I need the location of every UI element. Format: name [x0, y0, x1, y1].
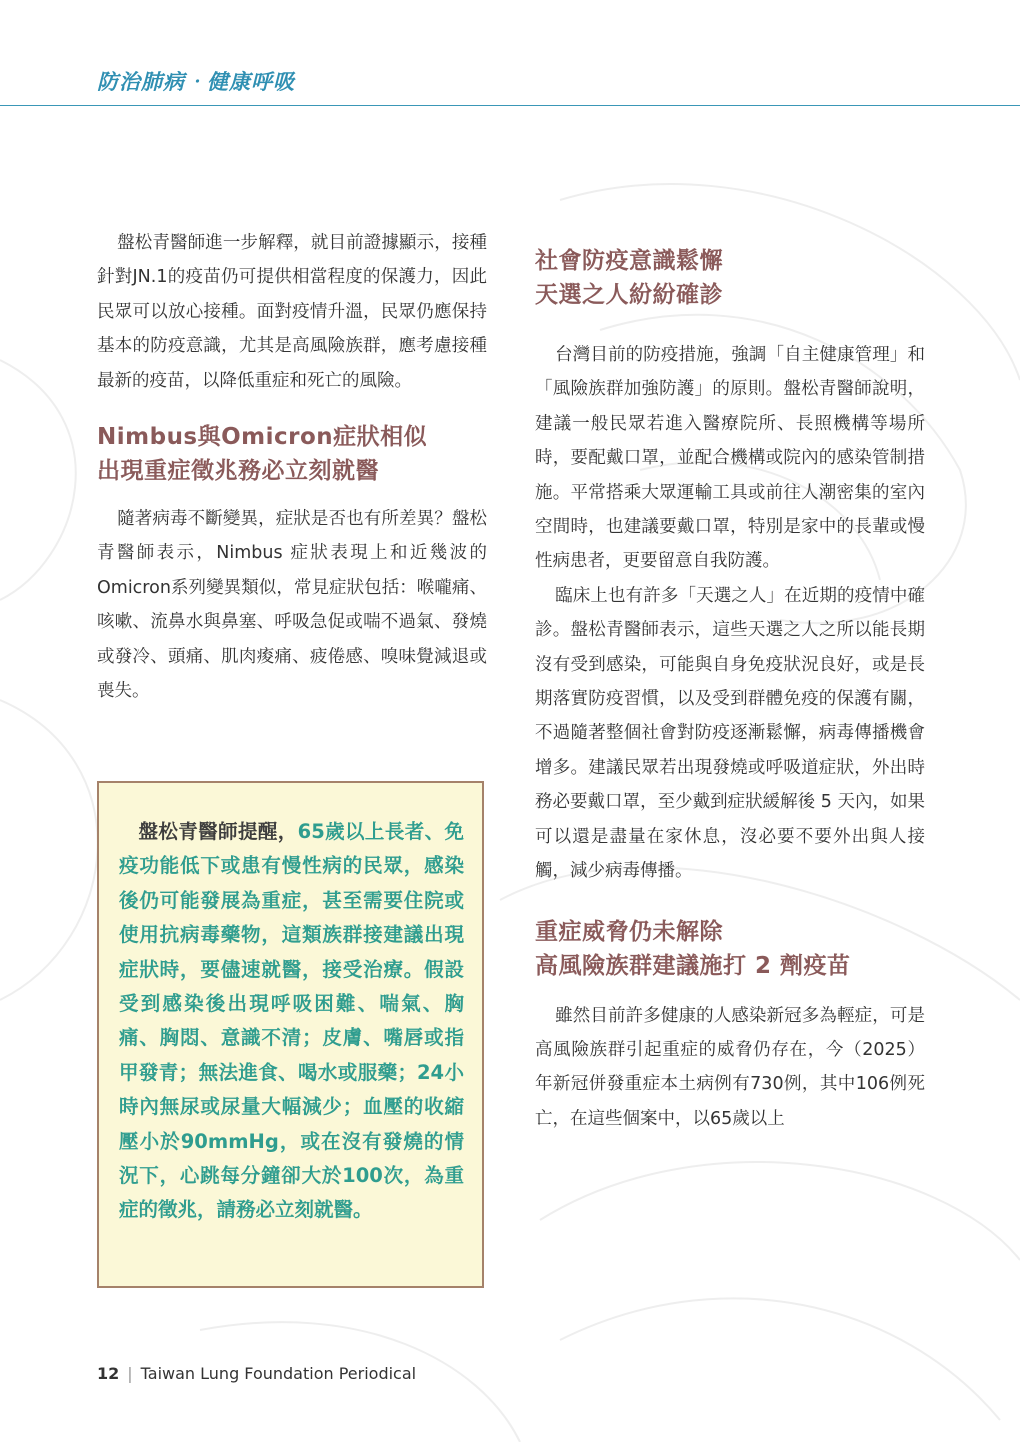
section-heading-symptoms [97, 420, 487, 488]
publication-name: Taiwan Lung Foundation Periodical [140, 1364, 417, 1383]
header-title: 防治肺病‧健康呼吸 [97, 69, 295, 94]
page-number: 12 [97, 1364, 120, 1383]
paragraph-severe-cases: 雖然目前許多健康的人感染新冠多為輕症，可是高風險族群引起重症的威脅仍存在，今（2025）年新冠併發重症本土病例有730例，其中106例死亡，在這些個案中，以65歲以上 [535, 1005, 925, 1129]
paragraph-symptoms: 隨著病毒不斷變異，症狀是否也有所差異？盤松青醫師表示，Nimbus 症狀表現上和近幾波的Omicron系列變異類似，常見症狀包括：喉嚨痛、咳嗽、流鼻水與鼻塞、呼吸急促或喘不過氣、發燒或發冷、頭痛、肌肉痠痛、疲倦感、嗅味覺減退或喪失。 [97, 509, 487, 702]
section-heading-vaccine [535, 915, 925, 983]
section-heading-prevention-line2: 天選之人紛紛確診 [535, 282, 723, 308]
callout-text [119, 815, 464, 1228]
paragraph-chosen-ones: 臨床上也有許多「天選之人」在近期的疫情中確診。盤松青醫師表示，這些天選之人之所以能長期沒有受到感染，可能與自身免疫狀況良好，或是長期落實防疫習慣，以及受到群體免疫的保護有關，不過隨著整個社會對防疫逐漸鬆懈，病毒傳播機會增多。建議民眾若出現發燒或呼吸道症狀，外出時務必要戴口罩，至少戴到症狀緩解後 5 天內，如果可以還是盡量在家休息，沒必要不要外出與人接觸，減少病毒傳播。 [535, 585, 925, 882]
doctor-reminder-callout [97, 781, 484, 1288]
paragraph-intro: 盤松青醫師進一步解釋，就目前證據顯示，接種針對JN.1的疫苗仍可提供相當程度的保護力，因此民眾可以放心接種。面對疫情升溫，民眾仍應保持基本的防疫意識，尤其是高風險族群，應考慮接種最新的疫苗，以降低重症和死亡的風險。 [97, 233, 487, 391]
header-divider [0, 105, 1020, 106]
section-heading-vaccine-line1: 重症威脅仍未解除 [535, 918, 723, 945]
callout-lead: 盤松青醫師提醒， [138, 820, 298, 843]
section-heading-symptoms-line2: 出現重症徵兆務必立刻就醫 [97, 458, 379, 485]
right-column [535, 244, 925, 1136]
page-footer [97, 1364, 416, 1383]
section-heading-symptoms-line1: Nimbus與Omicron症狀相似 [97, 424, 428, 451]
footer-separator: | [127, 1364, 133, 1383]
callout-body: 65歲以上長者、免疫功能低下或患有慢性病的民眾，感染後仍可能發展為重症，甚至需要住院或使用抗病毒藥物，這類族群接建議出現症狀時，要儘速就醫，接受治療。假設受到感染後出現呼吸困難、喘氣、胸痛、胸悶、意識不清；皮膚、嘴唇或指甲發青；無法進食、喝水或服藥；24小時內無尿或尿量大幅減少；血壓的收縮壓小於90mmHg，或在沒有發燒的情況下，心跳每分鐘卻大於100次，為重症的徵兆，請務必立刻就醫。 [119, 820, 464, 1222]
left-column [97, 226, 487, 708]
section-heading-prevention-line1: 社會防疫意識鬆懈 [535, 248, 723, 274]
paragraph-prevention: 台灣目前的防疫措施，強調「自主健康管理」和「風險族群加強防護」的原則。盤松青醫師說明，建議一般民眾若進入醫療院所、長照機構等場所時，要配戴口罩，並配合機構或院內的感染管制措施。平常搭乘大眾運輸工具或前往人潮密集的室內空間時，也建議要戴口罩，特別是家中的長輩或慢性病患者，更要留意自我防護。 [535, 345, 925, 572]
section-heading-prevention [535, 244, 925, 312]
section-heading-vaccine-line2: 高風險族群建議施打 2 劑疫苗 [535, 952, 851, 979]
